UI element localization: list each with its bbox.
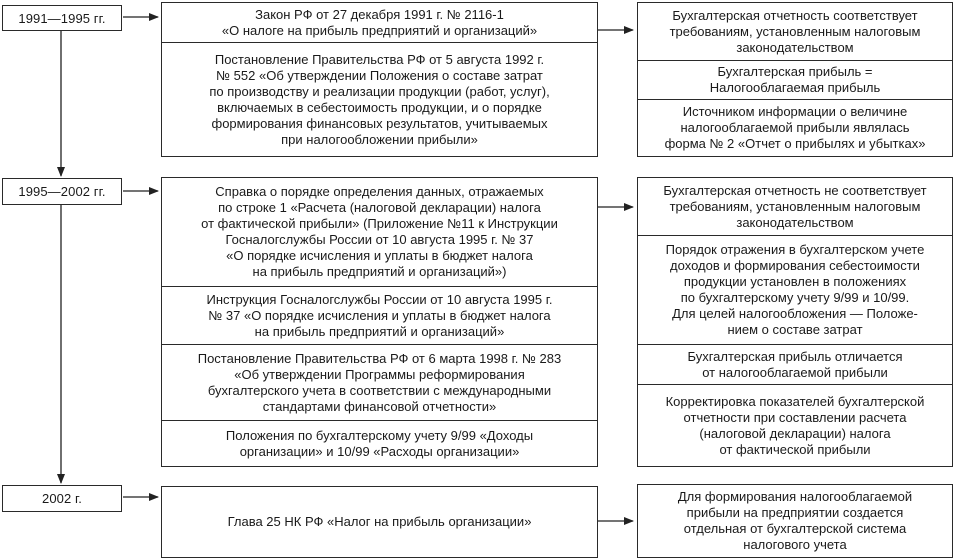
period-box-2002 [2,485,122,512]
period-box-1995-2002 [2,178,122,205]
period-box-1991-1995 [2,5,122,31]
outcome-cell: Бухгалтерская прибыль отличается от налогооблагаемой прибыли [638,345,952,385]
outcome-cell: Бухгалтерская прибыль = Налогооблагаемая прибыль [638,61,952,100]
documents-group-1991-1995 [161,2,598,157]
outcome-cell: Бухгалтерская отчетность не соответствует требованиям, установленным налоговым законодательством [638,178,952,236]
outcomes-group-1995-2002 [637,177,953,467]
outcomes-group-1991-1995 [637,2,953,157]
outcome-cell: Порядок отражения в бухгалтерском учете доходов и формирования себестоимости продукции установлен в положениях по бухгалтерскому учету 9/99 и 10/99. Для целей налогообложения — Положе- нием о составе затрат [638,236,952,345]
outcomes-group-2002 [637,484,953,558]
period-label: 1991—1995 гг. [18,10,106,26]
documents-group-1995-2002 [161,177,598,467]
document-cell: Инструкция Госналогслужбы России от 10 августа 1995 г. № 37 «О порядке исчисления и уплаты в бюджет налога на прибыль предприятий и организаций» [162,287,597,345]
document-cell: Закон РФ от 27 декабря 1991 г. № 2116-1 «О налоге на прибыль предприятий и организаций» [162,3,597,43]
document-cell: Постановление Правительства РФ от 5 августа 1992 г. № 552 «Об утверждении Положения о составе затрат по производству и реализации продукции (работ, услуг), включаемых в себестоимость продукции, и о порядке формирования финансовых результатов, учитываемых при налогообложении прибыли» [209,51,550,147]
document-cell: Справка о порядке определения данных, отражаемых по строке 1 «Расчета (налоговой декларации) налога от фактической прибыли» (Приложение №11 к Инструкции Госналогслужбы России от 10 августа 1995 г. № 37 «О порядке исчисления и уплаты в бюджет налога на прибыль предприятий и организаций») [162,178,597,287]
period-label: 1995—2002 гг. [18,184,106,199]
document-cell: Глава 25 НК РФ «Налог на прибыль организации» [227,514,532,529]
documents-group-2002 [161,486,598,558]
outcome-cell: Бухгалтерская отчетность соответствует требованиям, установленным налоговым законодательством [638,3,952,61]
outcome-cell: Источником информации о величине налогооблагаемой прибыли являлась форма № 2 «Отчет о прибылях и убытках» [664,104,926,151]
outcome-cell: Для формирования налогооблагаемой прибыли на предприятии создается отдельная от бухгалтерской система налогового учета [677,489,913,552]
outcome-cell: Корректировка показателей бухгалтерской отчетности при составлении расчета (налоговой декларации) налога от фактической прибыли [665,393,925,457]
period-label: 2002 г. [42,491,82,506]
document-cell: Постановление Правительства РФ от 6 марта 1998 г. № 283 «Об утверждении Программы реформирования бухгалтерского учета в соответствии с международными стандартами финансовой отчетности» [162,345,597,421]
document-cell: Положения по бухгалтерскому учету 9/99 «Доходы организации» и 10/99 «Расходы организации» [225,427,534,459]
